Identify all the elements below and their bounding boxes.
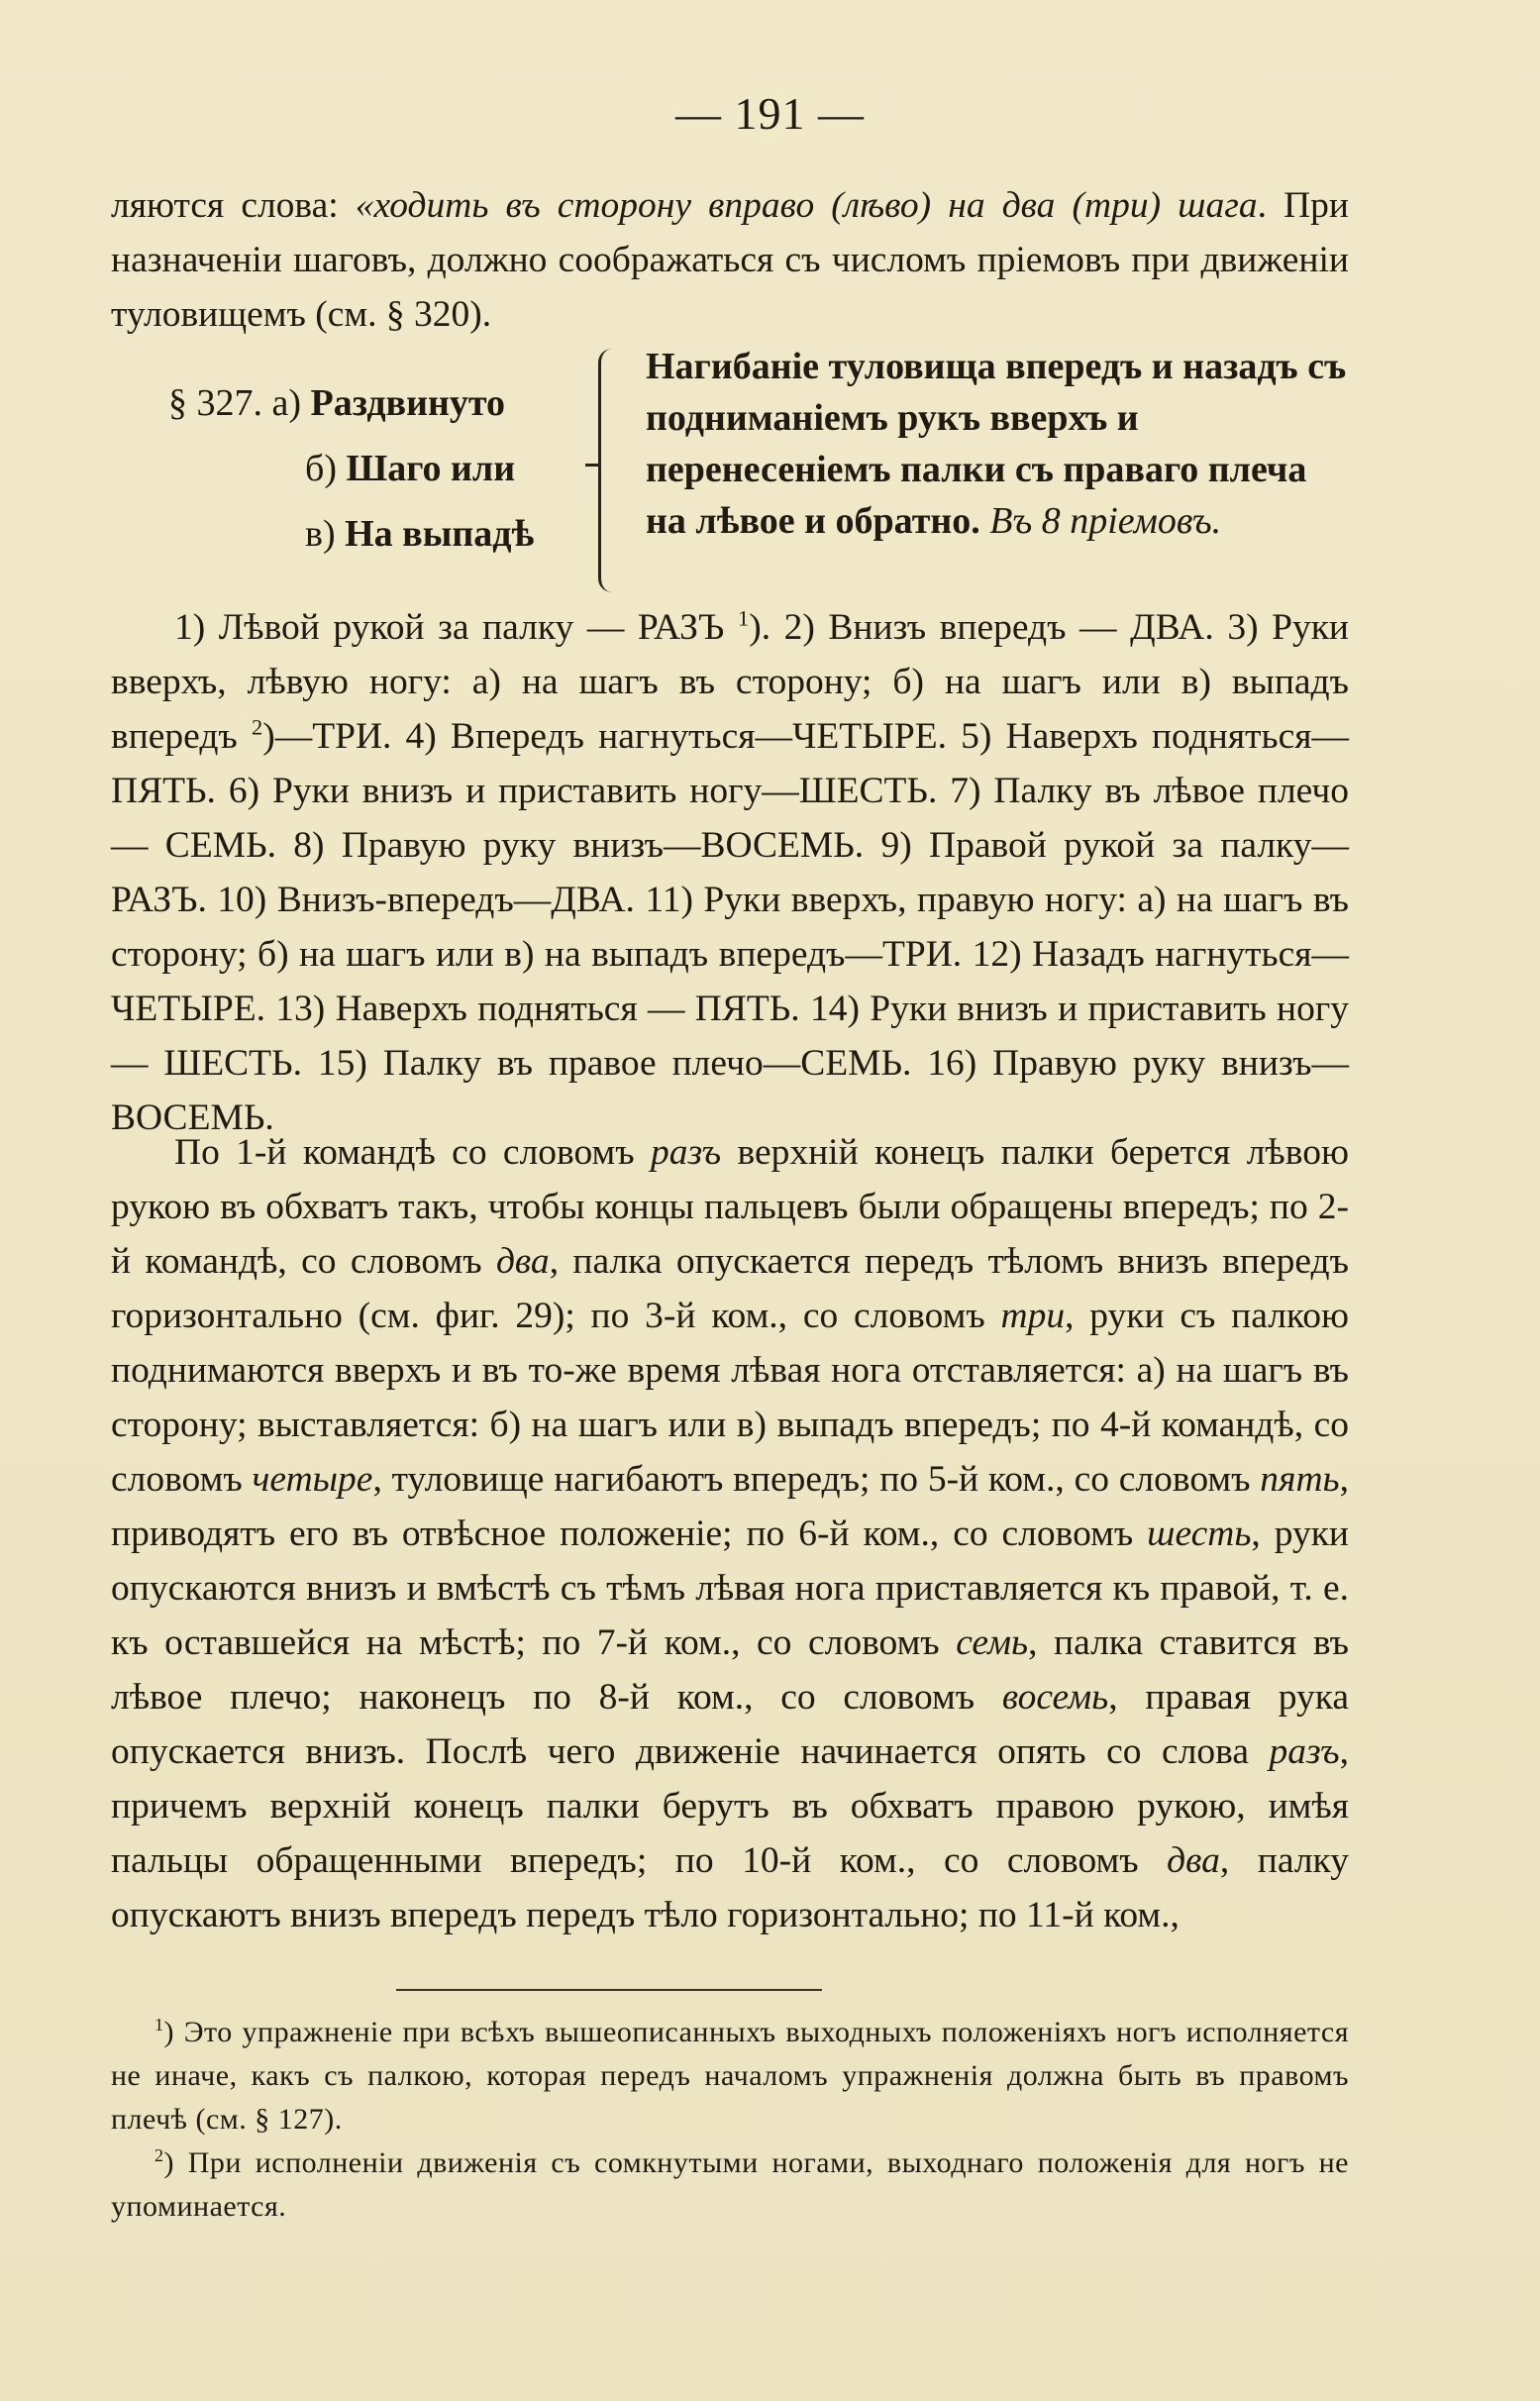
- footnote-divider: [396, 1989, 822, 1991]
- footnote-ref-1: 1: [737, 605, 750, 631]
- intro-text-1: ляются слова:: [111, 185, 356, 226]
- page-number: — 191 —: [675, 88, 865, 139]
- commands-paragraph: 1) Лѣвой рукой за палку — РАЗЪ $^1$). 2) Внизъ впередъ — ДВА. 3) Руки вверхъ, лѣвую ногу: а) на шагъ въ сторону; б) на шагъ или в) выпадъ впередъ $^2$)—ТРИ. 4) Впередъ нагнуться—ЧЕТЫРЕ. 5) Наверхъ подняться—ПЯТЬ. 6) Руки внизъ и приставить ногу—ШЕСТЬ. 7) Палку въ лѣвое плечо — СЕМЬ. 8) Правую руку внизъ—ВОСЕМЬ. 9) Правой рукой за палку—РАЗЪ. 10) Внизъ-впередъ—ДВА. 11) Руки вверхъ, правую ногу: а) на шагъ въ сторону; б) на шагъ или в) на выпадъ впередъ—ТРИ. 12) Назадъ нагнуться—ЧЕТЫРЕ. 13) Наверхъ подняться — ПЯТЬ. 14) Руки внизъ и приставить ногу — ШЕСТЬ. 15) Палку въ правое плечо—СЕМЬ. 16) Правую руку внизъ—ВОСЕМЬ.: [111, 605, 1350, 1138]
- curly-brace: [598, 349, 625, 592]
- section-title: Нагибаніе туловища впередъ и назадъ съ подниманіемъ рукъ вверхъ и перенесеніемъ палки съ праваго плеча на лѣвое и обратно. Въ 8 пріемовъ.: [646, 346, 1347, 542]
- intro-paragraph: [111, 178, 1349, 342]
- footnotes: [111, 2011, 1349, 2229]
- option-a: § 327. а) Раздвинуто: [168, 382, 506, 424]
- option-b: б) Шаго или: [305, 448, 516, 489]
- footnote-2: $^2$) При исполненіи движенія съ сомкнутыми ногами, выходнаго положенія для ногъ не упоминается.: [111, 2145, 1349, 2223]
- footnote-ref-2: 2: [251, 714, 263, 740]
- section-327: [111, 341, 1349, 600]
- intro-text-2: . При назначеніи шаговъ, должно соображаться съ числомъ пріемовъ при движеніи туловищемъ (см. § 320).: [111, 185, 1349, 335]
- section-number: § 327.: [168, 382, 262, 424]
- footnote-1: $^1$) Это упражненіе при всѣхъ вышеописанныхъ выходныхъ положеніяхъ ногъ исполняется не иначе, какъ съ палкою, которая передъ началомъ упражненія должна быть въ правомъ плечѣ (см. § 127).: [111, 2015, 1349, 2136]
- explanation-paragraph: По 1-й командѣ со словомъ разъ верхній конецъ палки берется лѣвою рукою въ обхватъ такъ, чтобы концы пальцевъ были обращены впередъ; по 2-й командѣ, со словомъ два, палка опускается передъ тѣломъ внизъ впередъ горизонтально (см. фиг. 29); по 3-й ком., со словомъ три, руки съ палкою поднимаются вверхъ и въ то-же время лѣвая нога отставляется: а) на шагъ въ сторону; выставляется: б) на шагъ или в) выпадъ впередъ; по 4-й командѣ, со словомъ четыре, туловище нагибаютъ впередъ; по 5-й ком., со словомъ пять, приводятъ его въ отвѣсное положеніе; по 6-й ком., со словомъ шесть, руки опускаются внизъ и вмѣстѣ съ тѣмъ лѣвая нога приставляется къ правой, т. е. къ оставшейся на мѣстѣ; по 7-й ком., со словомъ семь, палка ставится въ лѣвое плечо; наконецъ по 8-й ком., со словомъ восемь, правая рука опускается внизъ. Послѣ чего движеніе начинается опять со слова разъ, причемъ верхній конецъ палки берутъ въ обхватъ правою рукою, имѣя пальцы обращенными впередъ; по 10-й ком., со словомъ два, палку опускаютъ внизъ впередъ передъ тѣло горизонтально; по 11-й ком.,: [111, 1132, 1350, 1935]
- intro-quote: «ходить въ сторону вправо (лѣво) на два (три) шага: [355, 185, 1258, 226]
- section-title-tail: Въ 8 пріемовъ.: [989, 500, 1222, 542]
- option-c: в) На выпадѣ: [305, 513, 535, 555]
